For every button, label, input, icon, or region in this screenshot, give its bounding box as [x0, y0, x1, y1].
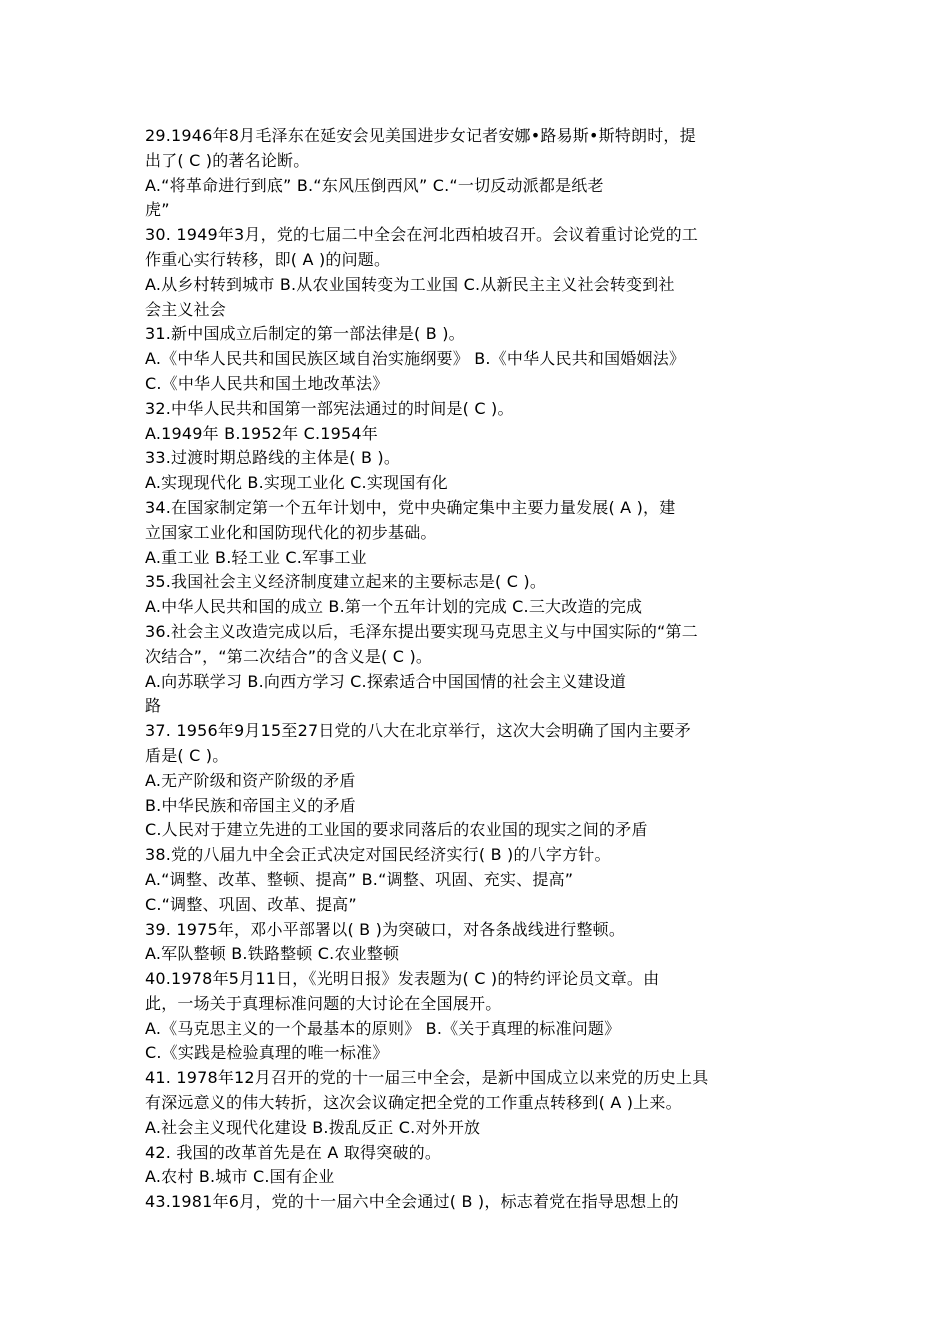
- text-line: 39. 1975年，邓小平部署以( B )为突破口，对各条战线进行整顿。: [145, 919, 626, 939]
- text-line: A.实现现代化 B.实现工业化 C.实现国有化: [145, 473, 448, 493]
- text-line: A.1949年 B.1952年 C.1954年: [145, 423, 378, 443]
- text-line: 34.在国家制定第一个五年计划中，党中央确定集中主要力量发展( A )，建: [145, 497, 676, 517]
- text-line: A.从乡村转到城市 B.从农业国转变为工业国 C.从新民主主义社会转变到社: [145, 274, 675, 294]
- text-line: A.社会主义现代化建设 B.拨乱反正 C.对外开放: [145, 1117, 481, 1137]
- text-line: A.农村 B.城市 C.国有企业: [145, 1167, 335, 1187]
- text-line: 盾是( C )。: [145, 745, 229, 765]
- text-line: 32.中华人民共和国第一部宪法通过的时间是( C )。: [145, 398, 514, 418]
- text-line: 30. 1949年3月，党的七届二中全会在河北西柏坡召开。会议着重讨论党的工: [145, 225, 699, 245]
- text-line: 35.我国社会主义经济制度建立起来的主要标志是( C )。: [145, 572, 547, 592]
- text-line: 38.党的八届九中全会正式决定对国民经济实行( B )的八字方针。: [145, 845, 611, 865]
- text-line: C.《实践是检验真理的唯一标准》: [145, 1043, 389, 1063]
- text-line: 会主义社会: [145, 299, 227, 319]
- text-line: 立国家工业化和国防现代化的初步基础。: [145, 522, 437, 542]
- text-line: B.中华民族和帝国主义的矛盾: [145, 795, 356, 815]
- text-line: 40.1978年5月11日，《光明日报》发表题为( C )的特约评论员文章。由: [145, 969, 660, 989]
- text-line: 有深远意义的伟大转折，这次会议确定把全党的工作重点转移到( A )上来。: [145, 1093, 682, 1113]
- text-line: A.“将革命进行到底” B.“东风压倒西风” C.“一切反动派都是纸老: [145, 175, 604, 195]
- text-line: A.军队整顿 B.铁路整顿 C.农业整顿: [145, 944, 400, 964]
- text-line: 31.新中国成立后制定的第一部法律是( B )。: [145, 324, 465, 344]
- text-line: C.“调整、巩固、改革、提高”: [145, 894, 357, 914]
- text-line: C.人民对于建立先进的工业国的要求同落后的农业国的现实之间的矛盾: [145, 820, 648, 840]
- text-line: A.《中华人民共和国民族区域自治实施纲要》 B.《中华人民共和国婚姻法》: [145, 349, 686, 369]
- text-line: 出了( C )的著名论断。: [145, 150, 310, 170]
- text-line: 此，一场关于真理标准问题的大讨论在全国展开。: [145, 993, 502, 1013]
- text-line: A.《马克思主义的一个最基本的原则》 B.《关于真理的标准问题》: [145, 1018, 621, 1038]
- text-line: A.重工业 B.轻工业 C.军事工业: [145, 547, 367, 567]
- text-line: A.中华人民共和国的成立 B.第一个五年计划的完成 C.三大改造的完成: [145, 597, 643, 617]
- text-line: 作重心实行转移，即( A )的问题。: [145, 249, 391, 269]
- text-line: A.无产阶级和资产阶级的矛盾: [145, 770, 356, 790]
- text-line: A.“调整、改革、整顿、提高” B.“调整、巩固、充实、提高”: [145, 869, 574, 889]
- text-line: 37. 1956年9月15至27日党的八大在北京举行，这次大会明确了国内主要矛: [145, 721, 691, 741]
- question-list: [145, 124, 810, 1215]
- text-line: 路: [145, 696, 162, 716]
- text-line: 41. 1978年12月召开的党的十一届三中全会，是新中国成立以来党的历史上具: [145, 1068, 709, 1088]
- text-line: 虎”: [145, 200, 170, 220]
- text-line: 43.1981年6月，党的十一届六中全会通过( B )，标志着党在指导思想上的: [145, 1192, 679, 1212]
- text-line: 29.1946年8月毛泽东在延安会见美国进步女记者安娜•路易斯•斯特朗时，提: [145, 126, 696, 145]
- text-line: 36.社会主义改造完成以后，毛泽东提出要实现马克思主义与中国实际的“第二: [145, 621, 698, 641]
- text-line: 33.过渡时期总路线的主体是( B )。: [145, 448, 401, 468]
- text-line: A.向苏联学习 B.向西方学习 C.探索适合中国国情的社会主义建设道: [145, 671, 627, 691]
- text-line: 42. 我国的改革首先是在 A 取得突破的。: [145, 1142, 442, 1162]
- text-line: C.《中华人民共和国土地改革法》: [145, 373, 389, 393]
- text-line: 次结合”，“第二次结合”的含义是( C )。: [145, 646, 433, 666]
